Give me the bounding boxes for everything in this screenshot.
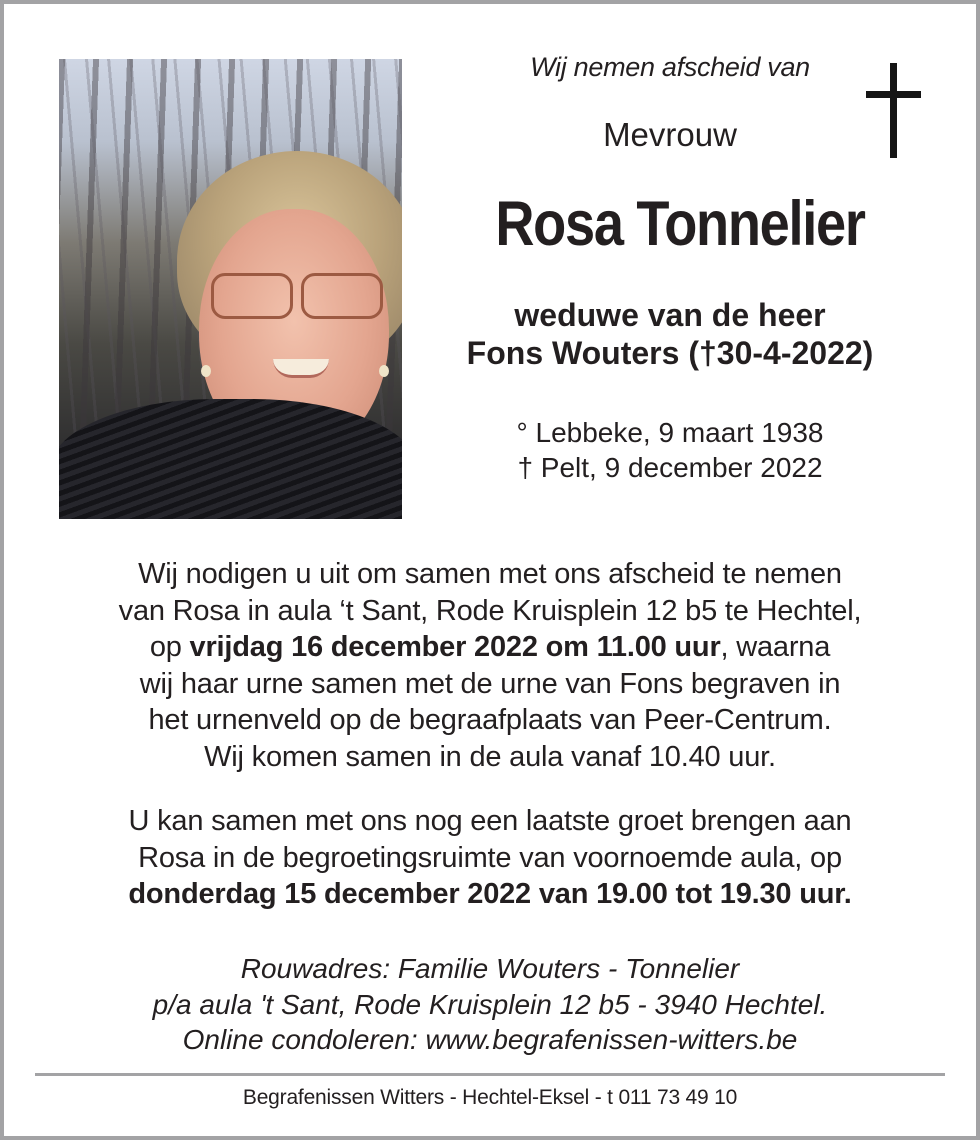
- condolence-link[interactable]: www.begrafenissen-witters.be: [425, 1024, 798, 1055]
- invitation-line-5: het urnenveld op de begraafplaats van Peer-Centrum.: [148, 704, 832, 736]
- intro-text: Wij nemen afscheid van: [530, 52, 810, 82]
- spouse-info: [410, 296, 930, 372]
- ceremony-datetime: vrijdag 16 december 2022 om 11.00 uur: [189, 631, 721, 663]
- glasses: [211, 273, 383, 317]
- final-greeting: [40, 803, 940, 913]
- earring-right: [379, 365, 389, 377]
- spouse-line-1: weduwe van de heer: [514, 297, 826, 333]
- invitation-line-1: Wij nodigen u uit om samen met ons afscheid te nemen: [138, 558, 842, 590]
- mourning-address: [40, 951, 940, 1058]
- portrait-photo: [59, 59, 402, 519]
- greeting-datetime: donderdag 15 december 2022 van 19.00 tot 19.30 uur.: [128, 878, 852, 910]
- title-prefix: Mevrouw: [603, 116, 737, 153]
- greeting-line-3: [40, 876, 940, 913]
- birth-date: ° Lebbeke, 9 maart 1938: [516, 417, 824, 448]
- footer-divider: [35, 1073, 945, 1076]
- invitation-line-6: Wij komen samen in de aula vanaf 10.40 uur.: [204, 740, 776, 773]
- greeting-line-1: U kan samen met ons nog een laatste groet brengen aan: [128, 805, 852, 837]
- invitation-line-2: van Rosa in aula ‘t Sant, Rode Kruisplein 12 b5 te Hechtel,: [118, 594, 862, 627]
- address-line-3: Online condoleren: www.begrafenissen-witters.be: [182, 1024, 798, 1055]
- greeting-line-2: Rosa in de begroetingsruimte van voornoemde aula, op: [138, 841, 842, 874]
- spouse-line-2: Fons Wouters (†30-4-2022): [466, 335, 874, 371]
- funeral-home-footer: Begrafenissen Witters - Hechtel-Eksel - t 011 73 49 10: [242, 1086, 738, 1109]
- invitation-line-3: op vrijdag 16 december 2022 om 11.00 uur, waarna: [149, 631, 831, 663]
- life-dates: [410, 415, 930, 485]
- earring-left: [201, 365, 211, 377]
- address-line-1: Rouwadres: Familie Wouters - Tonnelier: [240, 953, 740, 984]
- fur-collar: [59, 399, 402, 519]
- deceased-name: Rosa Tonnelier: [495, 189, 865, 259]
- address-line-2: p/a aula 't Sant, Rode Kruisplein 12 b5 - 3940 Hechtel.: [152, 988, 828, 1020]
- funeral-invitation: [40, 556, 940, 775]
- death-date: † Pelt, 9 december 2022: [517, 452, 823, 483]
- invitation-line-4: wij haar urne samen met de urne van Fons begraven in: [139, 667, 841, 700]
